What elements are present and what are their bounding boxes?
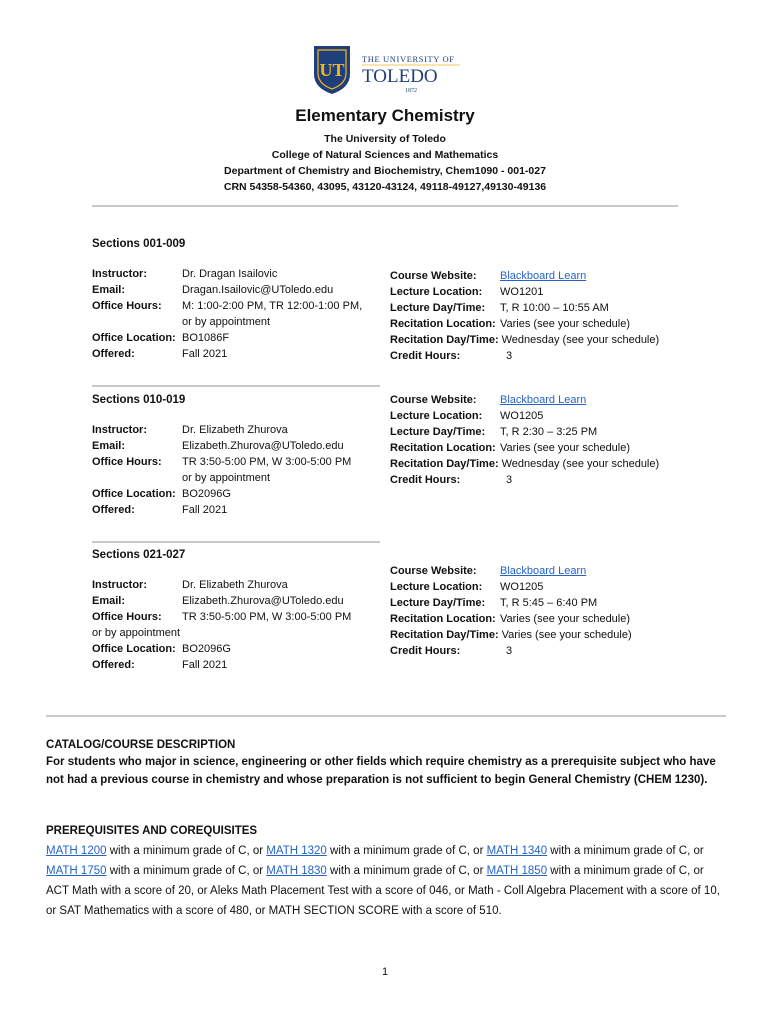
info-label: Offered: [92,348,135,360]
info-value: WO1205 [500,410,544,422]
info-value: Elizabeth.Zhurova@UToledo.edu [182,595,344,607]
info-value: Wednesday (see your schedule) [501,458,660,470]
info-label: Lecture Day/Time: [390,426,486,438]
course-info-row [390,629,632,641]
info-label: Email: [92,595,126,607]
link-math-1750[interactable]: MATH 1750 [46,865,107,877]
header-line-3: Department of Chemistry and Biochemistry, Chem1090 - 001-027 [224,165,546,177]
course-info-row [390,410,543,422]
info-value: Dr. Elizabeth Zhurova [182,579,288,591]
info-value: BO1086F [182,332,230,344]
info-label: Lecture Day/Time: [390,302,486,314]
course-info-row [390,334,659,346]
info-label: Course Website: [390,270,477,282]
instructor-info-row [92,659,227,671]
info-label: Office Location: [92,643,176,655]
prereq-t2: with a minimum grade of C, or [326,845,487,857]
info-value: WO1201 [500,286,544,298]
section-divider [92,385,380,387]
info-value: Varies (see your schedule) [500,318,631,330]
instructor-info-row [92,284,333,296]
info-value: Elizabeth.Zhurova@UToledo.edu [182,440,344,452]
instructor-info-row [92,440,344,452]
logo-line1: THE UNIVERSITY OF [362,54,455,64]
info-value: Fall 2021 [182,504,228,516]
course-info-row [390,394,586,406]
course-info-row [390,426,597,438]
prereq-t4: with a minimum grade of C, or [106,865,267,877]
link-math-1200[interactable]: MATH 1200 [46,845,107,857]
info-value: Varies (see your schedule) [500,613,631,625]
info-label: Recitation Day/Time: [390,458,499,470]
course-info-row [390,302,609,314]
course-info-row [390,645,512,657]
prereq-t6: with a minimum grade of C, or ACT Math with a score of 20, or Aleks Math Placement Test with a score of 046, or Math - Coll Algebra Placement with a score of 10, or SAT Mathematics with a score of 480, or MATH SECTION SCORE with a score of 510. [46,865,720,917]
info-label: Offered: [92,659,135,671]
info-label: Office Hours: [92,611,162,623]
info-value: or by appointment [182,316,271,328]
course-info-row [390,270,586,282]
instructor-info-row [92,611,351,623]
instructor-info-row [92,300,362,312]
course-info-row [390,613,630,625]
info-value: or by appointment [182,472,271,484]
blackboard-link[interactable]: Blackboard Learn [500,270,587,282]
course-info-row [390,350,512,362]
info-value: TR 3:50-5:00 PM, W 3:00-5:00 PM [182,456,352,468]
info-label: Course Website: [390,565,477,577]
info-label: Instructor: [92,268,147,280]
prereq-heading: PREREQUISITES AND COREQUISITES [46,825,258,837]
info-label: Lecture Day/Time: [390,597,486,609]
prereq-text [46,841,726,921]
catalog-text: For students who major in science, engineering or other fields which require chemistry as a prerequisite subject who have not had a previous course in chemistry and whose preparation is not sufficient to begin General Chemistry (CHEM 1230). [46,756,716,786]
instructor-info-row [92,488,231,500]
info-label: Credit Hours: [390,645,461,657]
instructor-info-row [92,504,227,516]
section-divider [92,541,380,543]
instructor-info-row [92,579,288,591]
info-value: WO1205 [500,581,544,593]
info-label: Instructor: [92,424,147,436]
instructor-info-row [92,348,227,360]
info-value: Dr. Elizabeth Zhurova [182,424,288,436]
info-label: or by appointment [92,627,181,639]
page-number: 1 [381,966,389,978]
instructor-info-row [92,456,351,468]
blackboard-link[interactable]: Blackboard Learn [500,394,587,406]
info-label: Course Website: [390,394,477,406]
info-value: Varies (see your schedule) [501,629,632,641]
catalog-heading: CATALOG/COURSE DESCRIPTION [46,739,236,751]
ut-shield-logo-icon [310,44,470,96]
info-value: Dr. Dragan Isailovic [182,268,278,280]
info-label: Office Location: [92,332,176,344]
info-value: 3 [506,350,513,362]
prereq-t1: with a minimum grade of C, or [106,845,267,857]
header-divider [92,205,678,207]
link-math-1320[interactable]: MATH 1320 [266,845,327,857]
course-info-row [390,581,543,593]
course-info-row [390,318,630,330]
info-label: Credit Hours: [390,350,461,362]
info-value: T, R 2:30 – 3:25 PM [500,426,598,438]
link-math-1830[interactable]: MATH 1830 [266,865,327,877]
info-label: Office Hours: [92,456,162,468]
info-value: T, R 10:00 – 10:55 AM [500,302,609,314]
instructor-info-row [92,424,288,436]
info-value: Dragan.Isailovic@UToledo.edu [182,284,334,296]
info-value: 3 [506,474,513,486]
section-heading: Sections 001-009 [92,238,186,250]
instructor-info-row [92,332,229,344]
course-info-row [390,458,659,470]
header-line-4: CRN 54358-54360, 43095, 43120-43124, 49118-49127,49130-49136 [223,181,547,193]
link-math-1340[interactable]: MATH 1340 [486,845,548,857]
info-label: Offered: [92,504,135,516]
prereq-t5: with a minimum grade of C, or [326,865,487,877]
info-value: BO2096G [182,488,231,500]
info-label: Email: [92,284,126,296]
info-label: Recitation Location: [390,442,496,454]
info-label: Instructor: [92,579,147,591]
link-math-1850[interactable]: MATH 1850 [486,865,548,877]
header-line-1: The University of Toledo [324,133,446,145]
course-info-row [390,597,597,609]
info-value: Fall 2021 [182,348,228,360]
info-value: BO2096G [182,643,231,655]
info-label: Recitation Location: [390,613,496,625]
course-info-row [390,565,586,577]
instructor-info-row [92,316,270,328]
instructor-info-row [92,595,344,607]
info-label: Recitation Location: [390,318,496,330]
course-info-row [390,286,543,298]
info-label: Office Hours: [92,300,162,312]
info-value: 3 [506,645,513,657]
prereq-t3: with a minimum grade of C, or [547,845,704,857]
logo-mark: UT [319,60,345,80]
instructor-info-row [92,472,270,484]
logo-line2: TOLEDO [362,66,438,87]
info-value: Wednesday (see your schedule) [501,334,660,346]
info-value: Fall 2021 [182,659,228,671]
section-heading: Sections 021-027 [92,549,186,561]
info-label: Lecture Location: [390,581,483,593]
info-value: TR 3:50-5:00 PM, W 3:00-5:00 PM [182,611,352,623]
info-label: Office Location: [92,488,176,500]
instructor-info-row [92,627,180,639]
course-info-row [390,442,630,454]
info-label: Email: [92,440,126,452]
header-line-2: College of Natural Sciences and Mathematics [271,149,499,161]
info-label: Recitation Day/Time: [390,629,499,641]
info-value: M: 1:00-2:00 PM, TR 12:00-1:00 PM, [182,300,363,312]
body-divider [46,715,726,717]
instructor-info-row [92,643,231,655]
info-label: Recitation Day/Time: [390,334,499,346]
course-info-row [390,474,512,486]
section-heading: Sections 010-019 [92,394,186,406]
info-value: T, R 5:45 – 6:40 PM [500,597,598,609]
logo-year: 1872 [405,88,417,94]
info-label: Lecture Location: [390,410,483,422]
document-title: Elementary Chemistry [295,106,475,125]
info-label: Lecture Location: [390,286,483,298]
instructor-info-row [92,268,277,280]
info-label: Credit Hours: [390,474,461,486]
blackboard-link[interactable]: Blackboard Learn [500,565,587,577]
university-logo [310,44,470,96]
info-value: Varies (see your schedule) [500,442,631,454]
